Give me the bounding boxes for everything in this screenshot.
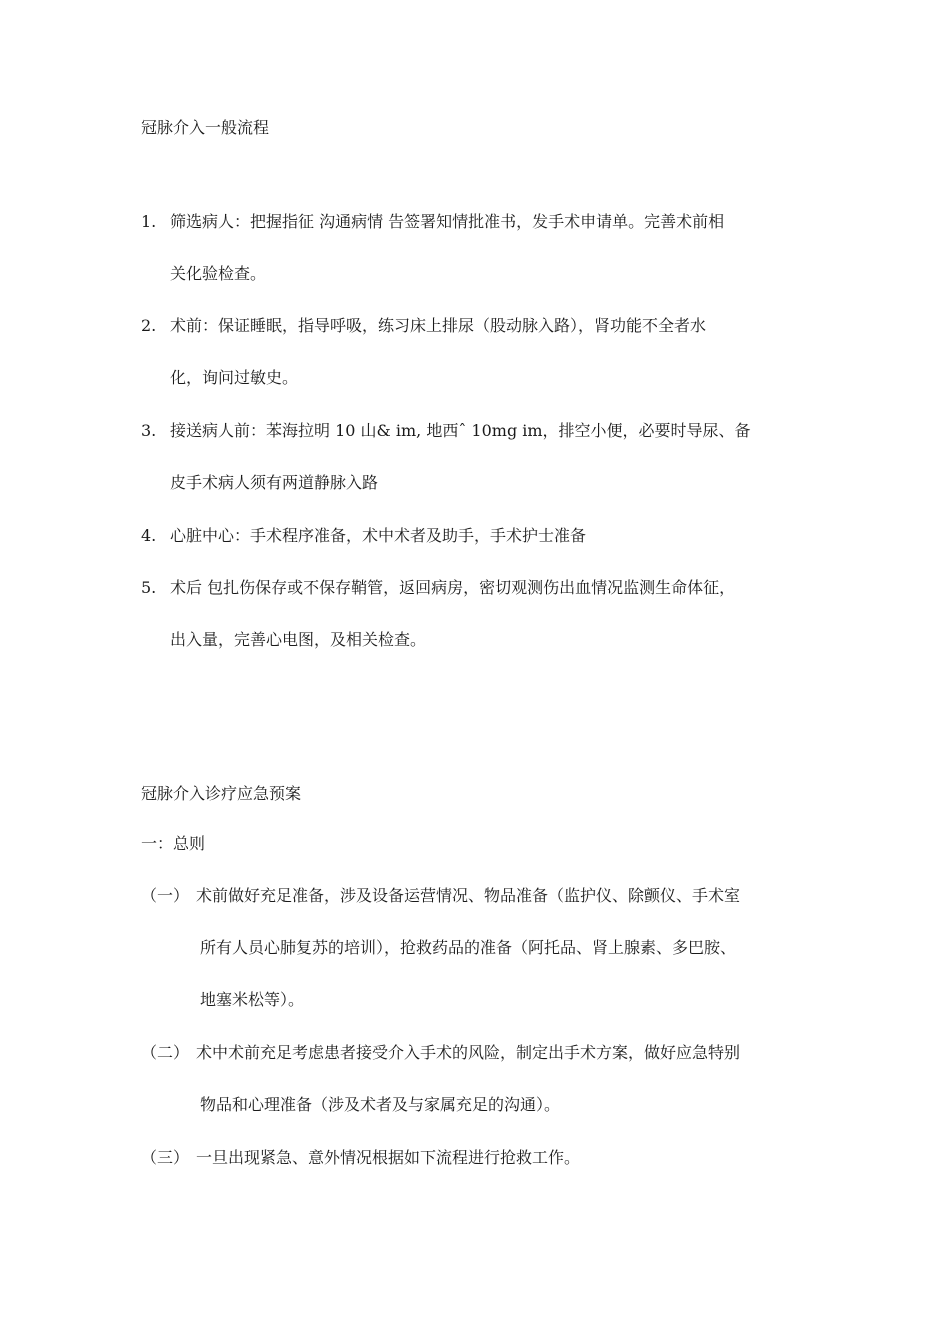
item-text: 一旦出现紧急、意外情况根据如下流程进行抢救工作。 (196, 1148, 581, 1167)
item-text-cont: 化，询问过敏史。 (170, 368, 299, 387)
item-number: 4. (141, 526, 157, 545)
item-text: 接送病人前：苯海拉明 10 山& im, 地西ˆ 10mg im，排空小便，必要时导尿、备 (170, 421, 751, 440)
item-number: 5. (141, 578, 157, 597)
item-text: 术后 包扎伤保存或不保存鞘管，返回病房，密切观测伤出血情况监测生命体征， (170, 578, 736, 597)
item-text-cont: 出入量，完善心电图，及相关检查。 (170, 630, 427, 649)
item-mark: （一） (141, 886, 190, 905)
item-number: 2. (141, 316, 157, 335)
item-mark: （三） (141, 1148, 190, 1167)
item-text-cont: 地塞米松等）。 (200, 990, 305, 1009)
item-text-cont: 所有人员心肺复苏的培训），抢救药品的准备（阿托品、肾上腺素、多巴胺、 (200, 938, 737, 957)
item-text: 术前：保证睡眠，指导呼吸，练习床上排尿（股动脉入路），肾功能不全者水 (170, 316, 707, 335)
item-text-cont: 物品和心理准备（涉及术者及与家属充足的沟通）。 (200, 1095, 561, 1114)
item-mark: （二） (141, 1043, 190, 1062)
item-text-cont: 关化验检查。 (170, 264, 267, 283)
item-number: 1. (141, 212, 157, 231)
section2-heading: 一：总则 (141, 834, 206, 853)
section2-title: 冠脉介入诊疗应急预案 (141, 784, 302, 803)
item-text: 术中术前充足考虑患者接受介入手术的风险，制定出手术方案，做好应急特别 (196, 1043, 741, 1062)
item-text: 心脏中心：手术程序准备，术中术者及助手，手术护士准备 (170, 526, 587, 545)
item-text-cont: 皮手术病人须有两道静脉入路 (170, 473, 379, 492)
item-text: 术前做好充足准备，涉及设备运营情况、物品准备（监护仪、除颤仪、手术室 (196, 886, 741, 905)
item-text: 筛选病人：把握指征 沟通病情 告签署知情批准书，发手术申请单。完善术前相 (170, 212, 725, 231)
item-number: 3. (141, 421, 157, 440)
section1-title: 冠脉介入一般流程 (141, 118, 270, 137)
